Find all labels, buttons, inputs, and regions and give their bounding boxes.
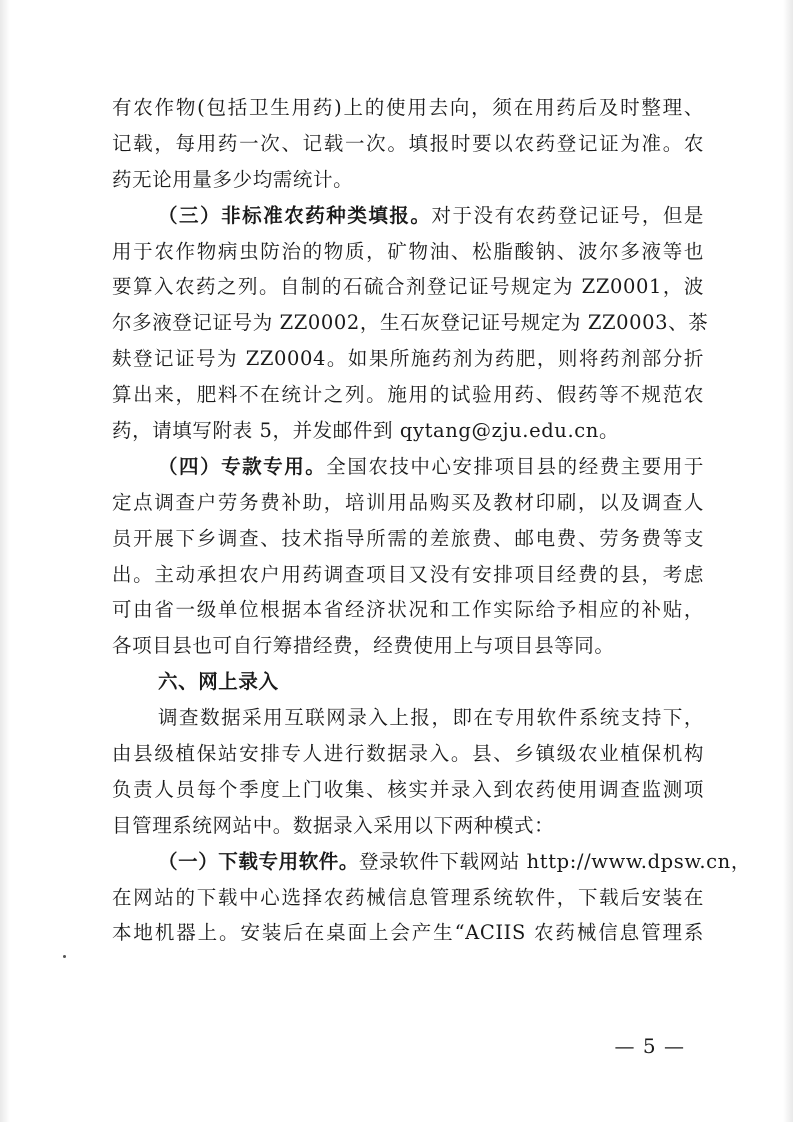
- paragraph-line: 要算入农药之列。自制的石硫合剂登记证号规定为 ZZ0001，波: [112, 275, 704, 299]
- paragraph-line: 各项目县也可自行筹措经费，经费使用上与项目县等同。: [112, 634, 615, 658]
- paragraph-line: 定点调查户劳务费补助，培训用品购买及教材印刷，以及调查人: [112, 490, 704, 514]
- section-6-heading: 六、网上录入: [158, 670, 279, 694]
- section-4-first-line-text: 全国农技中心安排项目县的经费主要用于: [326, 454, 704, 478]
- paragraph-line: 药，请填写附表 5，并发邮件到 qytang@zju.edu.cn。: [112, 419, 620, 443]
- paragraph-line: 由县级植保站安排专人进行数据录入。县、乡镇级农业植保机构: [112, 742, 704, 766]
- paragraph-line: 有农作物(包括卫生用药)上的使用去向，须在用药后及时整理、: [112, 96, 704, 119]
- sub-1-title: （一）下载专用软件。: [158, 849, 360, 873]
- body-text: [112, 90, 751, 951]
- scan-speck: [63, 955, 66, 958]
- paragraph-line: 员开展下乡调查、技术指导所需的差旅费、邮电费、劳务费等支: [112, 526, 704, 550]
- paragraph-line: 在网站的下载中心选择农药械信息管理系统软件，下载后安装在: [112, 885, 704, 909]
- scan-edge-left: [0, 0, 10, 1122]
- paragraph-line: 算出来，肥料不在统计之列。施用的试验用药、假药等不规范农: [112, 383, 704, 407]
- paragraph-line: 目管理系统网站中。数据录入采用以下两种模式：: [112, 813, 555, 837]
- paragraph-line: 本地机器上。安装后在桌面上会产生“ACIIS 农药械信息管理系: [112, 921, 704, 945]
- paragraph-line: 用于农作物病虫防治的物质，矿物油、松脂酸钠、波尔多液等也: [112, 239, 704, 263]
- page-number: — 5 —: [614, 1034, 685, 1058]
- paragraph-line: 尔多液登记证号为 ZZ0002，生石灰登记证号规定为 ZZ0003、茶: [112, 311, 709, 335]
- section-4-title: （四）专款专用。: [158, 454, 327, 478]
- paragraph-line: 调查数据采用互联网录入上报，即在专用软件系统支持下，: [158, 706, 704, 730]
- section-3-first-line: [112, 198, 704, 234]
- section-3-first-line-text: 对于没有农药登记证号，但是: [431, 203, 704, 227]
- paragraph-line: 负责人员每个季度上门收集、核实并录入到农药使用调查监测项: [112, 777, 704, 801]
- sub-1-first-line: [112, 844, 751, 880]
- sub-1-first-line-text: 登录软件下载网站 http://www.dpsw.cn，: [359, 849, 751, 873]
- paragraph-line: 可由省一级单位根据本省经济状况和工作实际给予相应的补贴，: [112, 598, 704, 622]
- section-3-title: （三）非标准农药种类填报。: [158, 203, 432, 227]
- paragraph-line: 记载，每用药一次、记载一次。填报时要以农药登记证为准。农: [112, 131, 704, 155]
- paragraph-line: 麸登记证号为 ZZ0004。如果所施药剂为药肥，则将药剂部分折: [112, 347, 704, 371]
- section-4-first-line: [112, 449, 704, 485]
- paragraph-line: 出。主动承担农户用药调查项目又没有安排项目经费的县，考虑: [112, 562, 704, 586]
- scan-edge-right: [783, 0, 793, 1122]
- paragraph-line: 药无论用量多少均需统计。: [112, 167, 354, 191]
